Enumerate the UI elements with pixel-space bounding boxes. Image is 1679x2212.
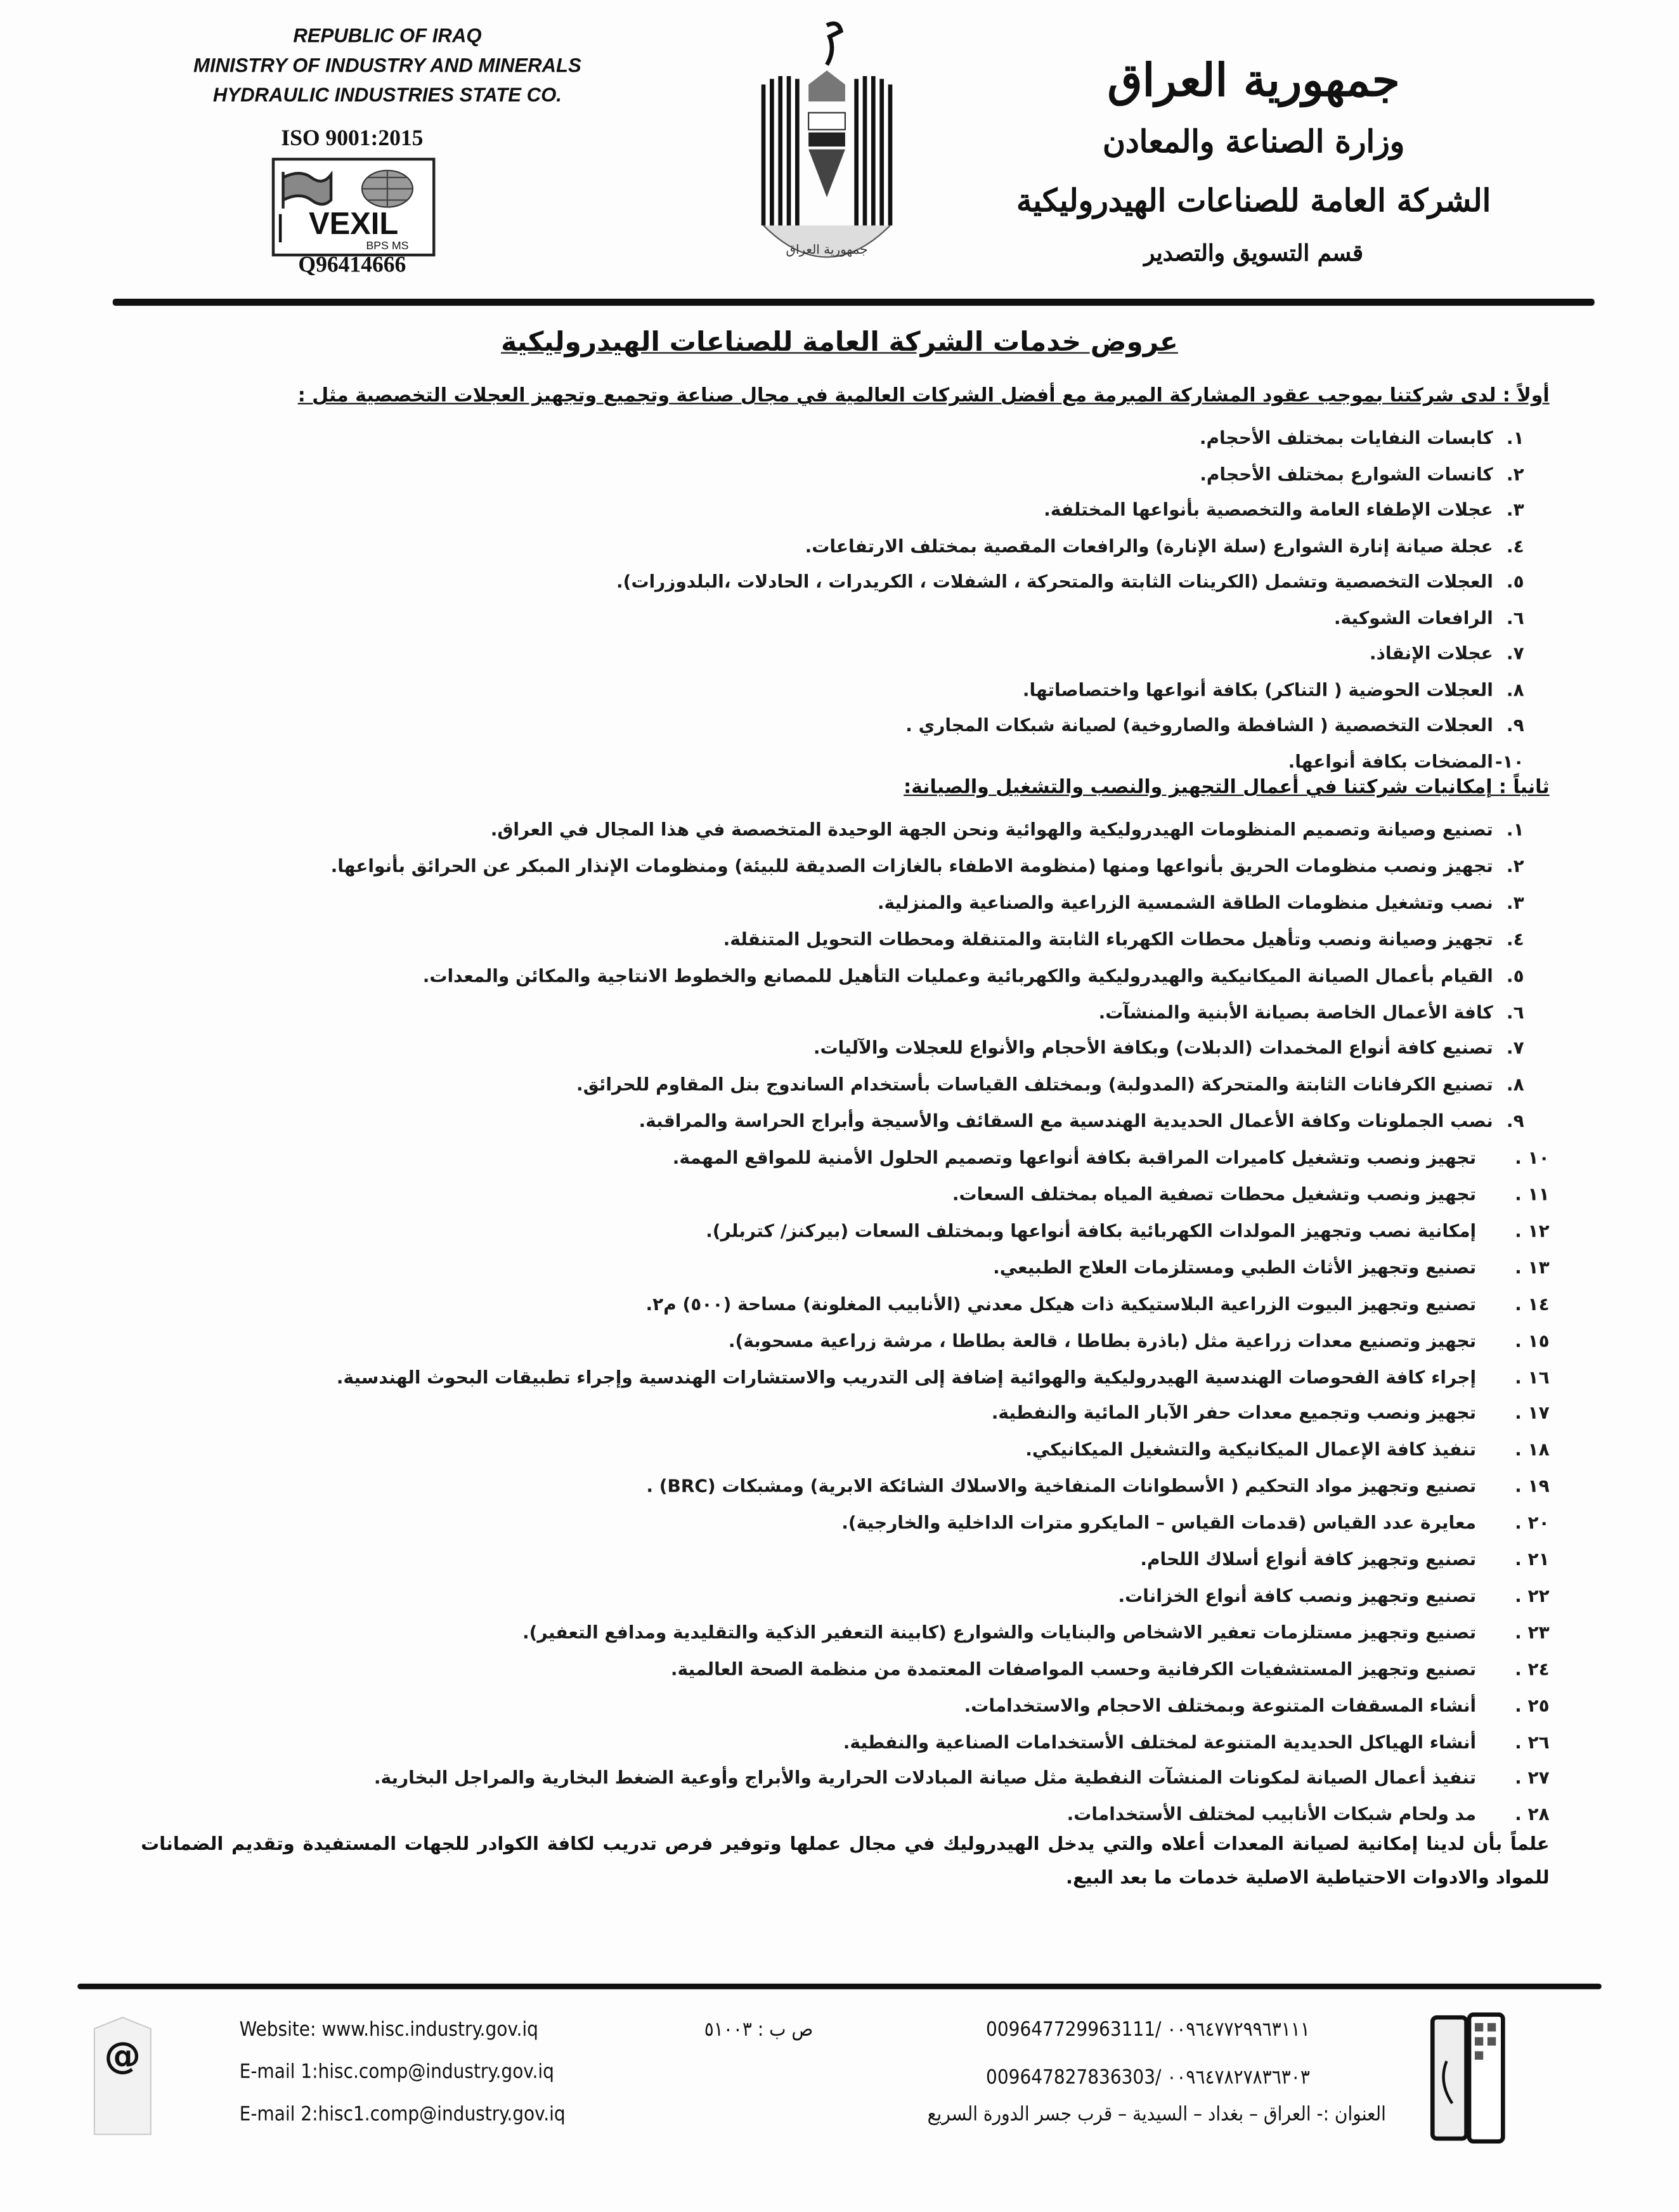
arabic-ministry: وزارة الصناعة والمعادن	[1102, 124, 1405, 161]
list-item	[337, 1359, 1550, 1395]
list-item	[331, 848, 1524, 883]
english-line: REPUBLIC OF IRAQ	[293, 23, 482, 47]
item-number: ١١ .	[1515, 1183, 1550, 1205]
list-item	[1334, 599, 1524, 635]
item-number: ٢٣ .	[1515, 1621, 1550, 1643]
item-text: تجهيز ونصب وتجميع معدات حفر الآبار المائية والنفطية.	[991, 1402, 1477, 1424]
list-item	[723, 921, 1524, 956]
item-text: نصب الجملونات وكافة الأعمال الحديدية الهندسية مع السقائف والأسيجة وأبراج الحراسة والمراقبة.	[639, 1110, 1493, 1132]
item-number: ٦.	[1506, 606, 1524, 628]
item-number: ٤.	[1506, 535, 1524, 556]
list-item	[992, 1395, 1550, 1431]
list-item	[805, 528, 1524, 563]
title-text: عروض خدمات الشركة العامة للصناعات الهيدروليكية	[501, 327, 1178, 358]
item-text: العجلات التخصصية وتشمل (الكرينات الثابتة والمتحركة ، الشفلات ، الكريدرات ، الحادلات ،البلدوزرات).	[616, 570, 1493, 592]
list-item	[639, 1103, 1524, 1139]
list-item	[814, 1031, 1524, 1066]
list-item	[576, 1067, 1524, 1102]
list-item	[905, 707, 1524, 743]
item-text: تصنيع وصيانة وتصميم المنظومات الهيدروليكية والهوائية ونحن الجهة الوحيدة المتخصصة في هذا المجال في العراق.	[490, 818, 1493, 840]
list-item	[993, 1249, 1550, 1285]
item-text: تصنيع وتجهيز كافة أنواع أسلاك اللحام.	[1140, 1548, 1477, 1570]
item-number: ٩.	[1506, 714, 1524, 736]
iraq-emblem	[749, 14, 904, 275]
website-link[interactable]: Website: www.hisc.industry.gov.iq	[239, 2019, 538, 2041]
item-text: تجهيز وتصنيع معدات زراعية مثل (باذرة بطاطا ، قالعة بطاطا ، مرشة زراعية مسحوبة).	[728, 1329, 1477, 1351]
item-number: ٧.	[1506, 1037, 1524, 1059]
list-item	[1200, 456, 1524, 491]
po-box: ص ب : ٥١٠٠٣	[704, 2019, 814, 2041]
item-text: تجهيز وصيانة ونصب وتأهيل محطات الكهرباء الثابتة والمتنقلة ومحطات التحويل المتنقلة.	[723, 928, 1493, 949]
item-text: الرافعات الشوكية.	[1333, 606, 1493, 628]
list-item	[706, 1213, 1550, 1248]
list-item	[673, 1140, 1550, 1175]
list-item	[645, 1286, 1549, 1322]
item-number: ٢٤ .	[1515, 1658, 1550, 1679]
item-number: ٣.	[1506, 498, 1524, 520]
list-item	[841, 1505, 1549, 1540]
footer-divider	[77, 1984, 1602, 1989]
phone-1: 009647729963111/ ٠٠٩٦٤٧٧٢٩٩٦٣١١١	[986, 2019, 1310, 2041]
list-item	[1044, 491, 1524, 527]
flag-globe-icon	[275, 160, 432, 254]
item-text: تنفيذ أعمال الصيانة لمكونات المنشآت النفطية مثل صيانة المبادلات الحرارية والأبراج وأوعية الضغط البخارية والمراجل البخارية.	[373, 1767, 1477, 1788]
item-number: ٥.	[1506, 570, 1524, 592]
email1-link[interactable]: E-mail 1:hisc.comp@industry.gov.iq	[239, 2061, 554, 2084]
item-number: ٨.	[1506, 678, 1524, 699]
list-item	[522, 1614, 1550, 1649]
item-text: تجهيز ونصب وتشغيل محطات تصفية المياه بمختلف السعات.	[952, 1183, 1477, 1205]
list-item	[423, 958, 1524, 993]
list-item	[646, 1468, 1549, 1504]
list-item	[1118, 1578, 1550, 1613]
eagle-emblem-icon	[749, 14, 904, 275]
item-number: ٢.	[1506, 462, 1524, 485]
item-number: ٢٦ .	[1515, 1731, 1550, 1752]
item-text: معايرة عدد القياس (قدمات القياس – المايكرو مترات الداخلية والخارجية).	[841, 1511, 1477, 1533]
list-item	[374, 1760, 1550, 1796]
item-number: ١.	[1506, 818, 1524, 840]
section2-heading: ثانياً : إمكانيات شركتنا في أعمال التجهيز والنصب والتشغيل والصيانة:	[904, 776, 1550, 799]
item-text: تجهيز ونصب منظومات الحريق بأنواعها ومنها (منظومة الاطفاء بالغازات الصديقة للبيئة) ومنظومات الإنذار المبكر عن الحرائق بأنواعها.	[330, 855, 1493, 876]
item-number: ٨.	[1506, 1074, 1524, 1095]
item-number: ٢٨ .	[1515, 1804, 1550, 1825]
list-item	[1288, 743, 1524, 779]
item-number: ١٥ .	[1515, 1329, 1550, 1351]
item-number: ٢١ .	[1515, 1548, 1550, 1570]
item-number: ٥.	[1506, 964, 1524, 986]
iso-label: ISO 9001:2015	[281, 126, 424, 151]
item-number: ١٦ .	[1515, 1365, 1550, 1388]
list-item	[1023, 672, 1524, 707]
item-number: ٦.	[1506, 1001, 1524, 1022]
list-item	[729, 1322, 1550, 1358]
header-divider	[113, 299, 1595, 306]
item-number: ١٣ .	[1515, 1256, 1550, 1278]
item-text: تصنيع وتجهيز الأثاث الطبي ومستلزمات العلاج الطبيعي.	[993, 1256, 1477, 1278]
address: العنوان :- العراق – بغداد – السيدية – قرب جسر الدورة السريع	[927, 2103, 1386, 2126]
phone-2: 009647827836303/ ٠٠٩٦٤٧٨٢٧٨٣٦٣٠٣	[986, 2066, 1310, 2090]
item-number: ٢٢ .	[1515, 1584, 1550, 1606]
item-text: تجهيز ونصب وتشغيل كاميرات المراقبة بكافة أنواعها وتصميم الحلول الأمنية للمواقع المهمة.	[672, 1147, 1477, 1168]
item-text: القيام بأعمال الصيانة الميكانيكية والهيدروليكية والكهربائية وعمليات التأهيل للمصانع والخطوط الانتاجية والمكائن والمعدات.	[422, 964, 1493, 986]
item-text: أنشاء الهياكل الحديدية المتنوعة لمختلف الأستخدامات الصناعية والنفطية.	[843, 1731, 1477, 1752]
item-number: ٩.	[1506, 1110, 1524, 1132]
item-text: إمكانية نصب وتجهيز المولدات الكهربائية بكافة أنواعها وبمختلف السعات (بيركنز/ كتربلر).	[706, 1220, 1477, 1241]
item-text: تنفيذ كافة الإعمال الميكانيكية والتشغيل الميكانيكي.	[1025, 1438, 1477, 1461]
footer-contacts	[240, 2009, 566, 2136]
list-item	[1025, 1432, 1549, 1467]
item-text: العجلات التخصصية ( الشافطة والصاروخية) لصيانة شبكات المجاري .	[905, 714, 1493, 736]
item-number: ٢.	[1506, 855, 1524, 876]
item-text: تصنيع وتجهيز ونصب كافة أنواع الخزانات.	[1118, 1584, 1477, 1606]
item-text: كافة الأعمال الخاصة بصيانة الأبنية والمنشآت.	[1098, 1001, 1493, 1022]
item-number: ٢٧ .	[1515, 1767, 1550, 1788]
list-item	[1067, 1797, 1550, 1832]
item-text: تصنيع وتجهيز البيوت الزراعية البلاستيكية ذات هيكل معدني (الأنابيب المغلونة) مساحة (٥٠٠) م٢.	[645, 1292, 1477, 1314]
item-number: ٤.	[1506, 928, 1524, 949]
list-item	[671, 1651, 1550, 1686]
item-number: ١٢ .	[1515, 1220, 1550, 1241]
cert-logo-subtext: BPS MS	[366, 239, 409, 252]
english-line: MINISTRY OF INDUSTRY AND MINERALS	[193, 53, 581, 76]
email-at-icon	[88, 2015, 158, 2142]
item-number: ١٤ .	[1515, 1292, 1550, 1314]
document-title	[0, 327, 1679, 358]
item-text: إجراء كافة الفحوصات الهندسية الهيدروليكية والهوائية إضافة إلى التدريب والاستشارات الهندسية وإجراء تطبيقات البحوث الهندسية.	[336, 1365, 1477, 1388]
item-text: المضخات بكافة أنواعها.	[1288, 750, 1493, 772]
svg-text:@: @	[104, 2034, 141, 2078]
item-text: تصنيع وتجهيز مواد التحكيم ( الأسطوانات المنفاخية والاسلاك الشائكة الابرية) ومشبكات (BRC) .	[646, 1475, 1477, 1497]
item-text: أنشاء المسقفات المتنوعة وبمختلف الاحجام والاستخدامات.	[964, 1694, 1477, 1715]
list-item	[1099, 994, 1524, 1029]
phone-icon	[1430, 2012, 1507, 2145]
list-item	[616, 564, 1524, 599]
certification-logo	[272, 158, 436, 257]
item-text: عجلات الإطفاء العامة والتخصصية بأنواعها المختلفة.	[1044, 498, 1493, 520]
arabic-country: جمهورية العراق	[1107, 53, 1400, 107]
item-text: تصنيع وتجهيز مستلزمات تعفير الاشخاص والبنايات والشوارع (كابينة التعفير الذكية والتقليدية ومدافع التعفير).	[522, 1621, 1477, 1643]
item-text: كابسات النفايات بمختلف الأحجام.	[1199, 427, 1493, 448]
item-number: ١٧ .	[1515, 1402, 1550, 1424]
item-number: ١٨ .	[1515, 1438, 1550, 1461]
list-item	[1370, 635, 1524, 671]
item-text: نصب وتشغيل منظومات الطاقة الشمسية الزراعية والصناعية والمنزلية.	[877, 891, 1493, 913]
item-number: ٢٥ .	[1515, 1694, 1550, 1715]
item-number: ٣.	[1506, 891, 1524, 913]
item-number: ١٠-	[1494, 750, 1524, 772]
list-item	[878, 885, 1524, 920]
item-text: تصنيع كافة أنواع المخمدات (الدبلات) وبكافة الأحجام والأنواع للعجلات والآليات.	[813, 1037, 1493, 1059]
list-item	[1140, 1541, 1549, 1577]
english-letterhead	[155, 21, 619, 110]
item-text: تصنيع وتجهيز المستشفيات الكرفانية وحسب المواصفات المعتمدة من منظمة الصحة العالمية.	[670, 1658, 1477, 1679]
list-item	[843, 1724, 1550, 1759]
item-number: ١٩ .	[1515, 1475, 1550, 1497]
list-item	[952, 1176, 1550, 1212]
arabic-department: قسم التسويق والتصدير	[1144, 239, 1363, 266]
item-number: ٢٠ .	[1515, 1511, 1550, 1533]
cert-logo-text: VEXIL	[309, 206, 399, 241]
closing-paragraph: علماً بأن لدينا إمكانية لصيانة المعدات أعلاه والتي يدخل الهيدروليك في مجال عملها وتوفير فرص تدريب لكافة الكوادر للجهات المستفيدة وتقديم الضمانات للمواد والادوات الاحتياطية الاصلية خدمات ما بعد البيع.	[141, 1834, 1550, 1890]
item-number: ١٠ .	[1515, 1147, 1550, 1168]
item-text: العجلات الحوضية ( التناكر) بكافة أنواعها واختصاصاتها.	[1022, 678, 1493, 699]
item-text: مد ولحام شبكات الأنابيب لمختلف الأستخدامات.	[1066, 1804, 1477, 1825]
list-item	[491, 812, 1524, 847]
list-item	[1200, 420, 1524, 455]
list-item	[964, 1687, 1550, 1722]
arabic-company: الشركة العامة للصناعات الهيدروليكية	[1016, 183, 1491, 220]
emblem-text: جمهورية العراق	[786, 241, 868, 257]
item-text: كانسات الشوارع بمختلف الأحجام.	[1200, 462, 1493, 485]
email2-link[interactable]: E-mail 2:hisc1.comp@industry.gov.iq	[239, 2103, 566, 2126]
item-text: عجلات الإنقاذ.	[1369, 642, 1493, 664]
section1-heading: أولاً : لدى شركتنا بموجب عقود المشاركة المبرمة مع أفضل الشركات العالمية في مجال صناعة وتجميع وتجهيز العجلات التخصصية مثل :	[297, 384, 1550, 408]
item-text: عجلة صيانة إنارة الشوارع (سلة الإنارة) والرافعات المقصية بمختلف الارتفاعات.	[805, 535, 1493, 556]
item-number: ٧.	[1506, 642, 1524, 664]
english-line: HYDRAULIC INDUSTRIES STATE CO.	[212, 83, 562, 106]
item-text: تصنيع الكرفانات الثابتة والمتحركة (المدولبة) وبمختلف القياسات بأستخدام الساندوج بنل المقاوم للحرائق.	[576, 1074, 1493, 1095]
certificate-number: Q96414666	[298, 253, 406, 278]
item-number: ١.	[1506, 427, 1524, 448]
